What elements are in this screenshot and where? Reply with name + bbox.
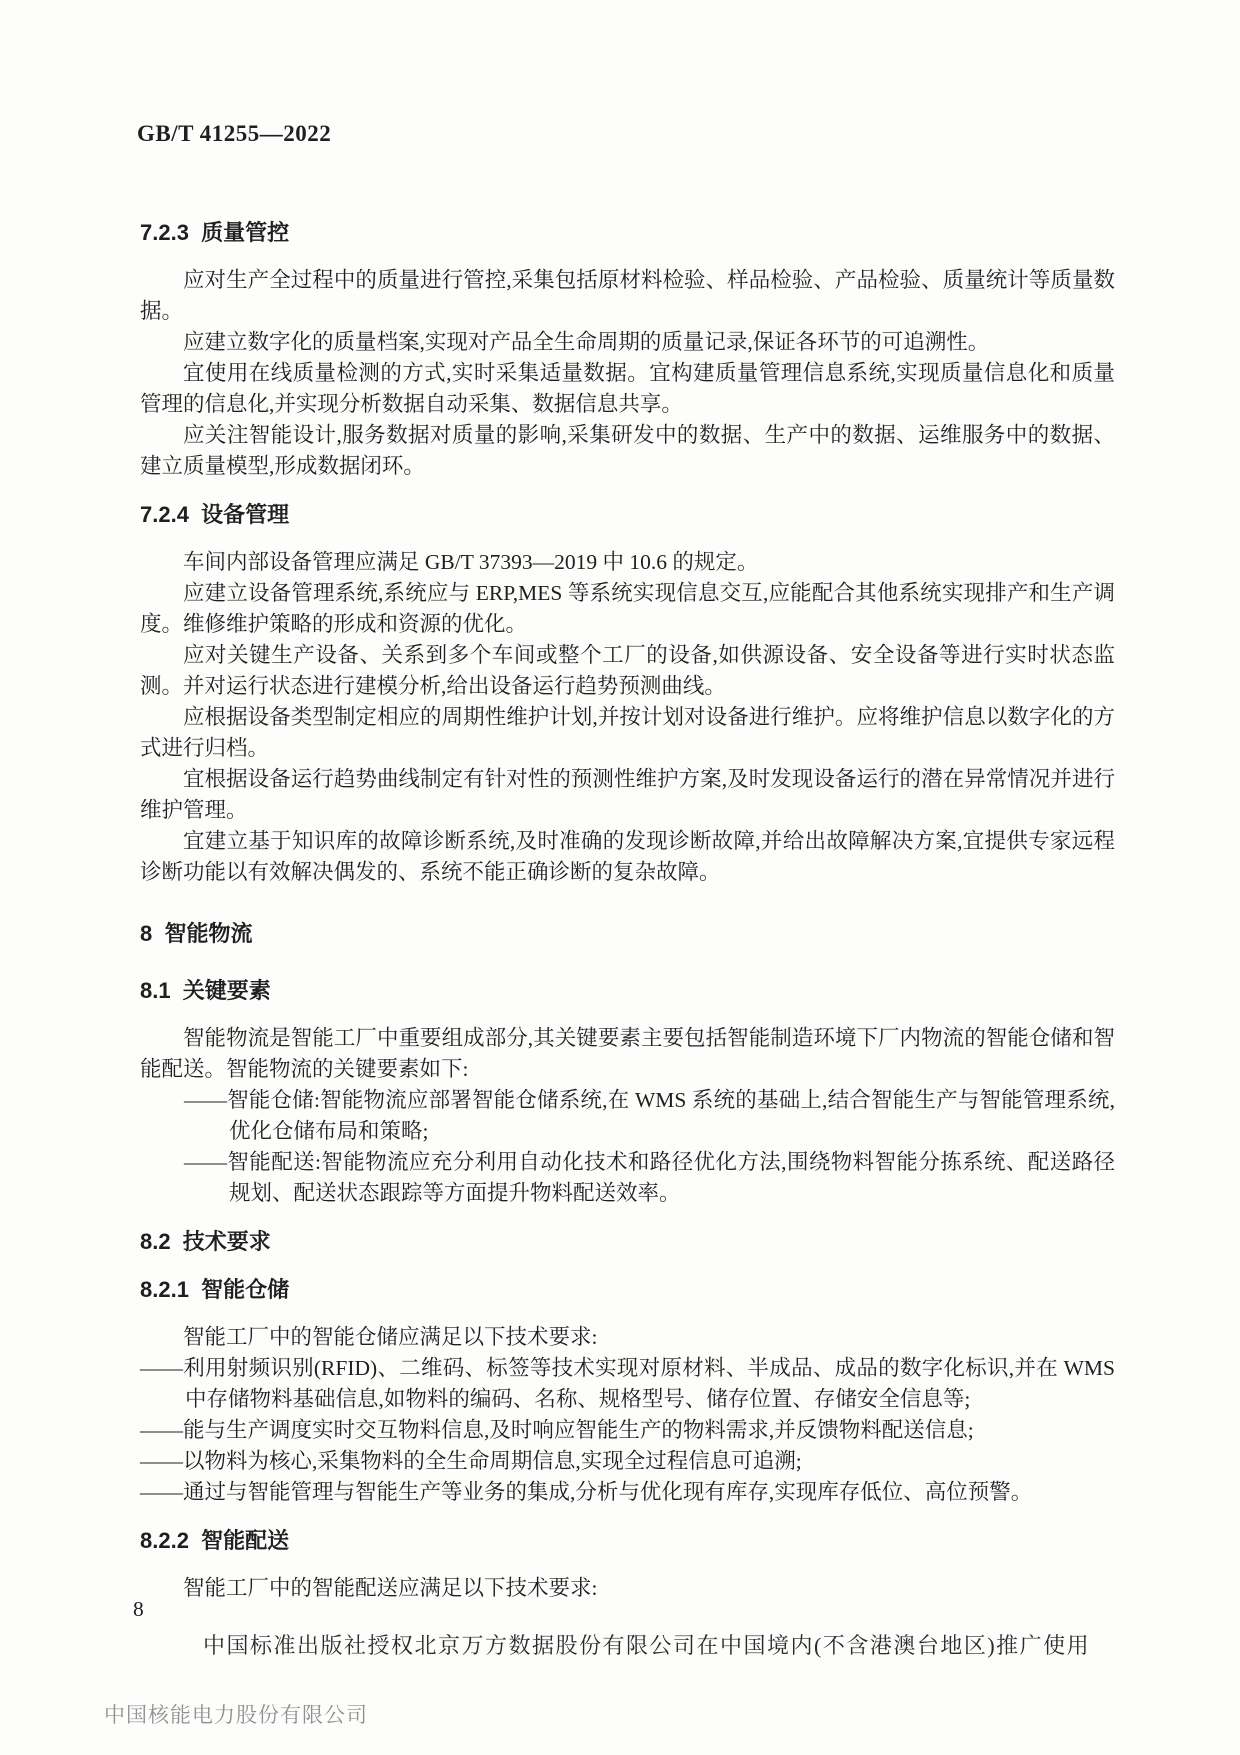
paragraph-8-1-intro: 智能物流是智能工厂中重要组成部分,其关键要素主要包括智能制造环境下厂内物流的智能仓储和智能配送。智能物流的关键要素如下: bbox=[140, 1026, 1115, 1081]
paragraph-7-2-4-5: 宜根据设备运行趋势曲线制定有针对性的预测性维护方案,及时发现设备运行的潜在异常情况并进行维护管理。 bbox=[140, 767, 1115, 822]
heading-8-2-2: 8.2.2 智能配送 bbox=[140, 1528, 290, 1553]
paragraph-8-2-2-intro: 智能工厂中的智能配送应满足以下技术要求: bbox=[183, 1576, 598, 1600]
heading-8-2-1: 8.2.1 智能仓储 bbox=[140, 1277, 290, 1302]
list-item-inventory-warning: ——通过与智能管理与智能生产等业务的集成,分析与优化现有库存,实现库存低位、高位预警。 bbox=[140, 1480, 1033, 1504]
heading-8-1: 8.1 关键要素 bbox=[140, 978, 271, 1003]
list-item-material-lifecycle: ——以物料为核心,采集物料的全生命周期信息,实现全过程信息可追溯; bbox=[140, 1449, 802, 1473]
heading-7-2-4: 7.2.4 设备管理 bbox=[140, 502, 290, 527]
paragraph-7-2-4-4: 应根据设备类型制定相应的周期性维护计划,并按计划对设备进行维护。应将维护信息以数字化的方式进行归档。 bbox=[140, 705, 1115, 760]
page-number: 8 bbox=[133, 1597, 144, 1621]
document-content bbox=[140, 200, 1115, 1604]
list-item-smart-warehousing: ——智能仓储:智能物流应部署智能仓储系统,在 WMS 系统的基础上,结合智能生产与智能管理系统,优化仓储布局和策略; bbox=[184, 1088, 1115, 1143]
heading-7-2-3: 7.2.3 质量管控 bbox=[140, 220, 290, 245]
paragraph-7-2-4-1: 车间内部设备管理应满足 GB/T 37393—2019 中 10.6 的规定。 bbox=[183, 550, 759, 574]
list-item-smart-distribution: ——智能配送:智能物流应充分利用自动化技术和路径优化方法,围绕物料智能分拣系统、配送路径规划、配送状态跟踪等方面提升物料配送效率。 bbox=[184, 1150, 1115, 1205]
standard-number-header: GB/T 41255—2022 bbox=[137, 121, 332, 146]
paragraph-7-2-4-6: 宜建立基于知识库的故障诊断系统,及时准确的发现诊断故障,并给出故障解决方案,宜提供专家远程诊断功能以有效解决偶发的、系统不能正确诊断的复杂故障。 bbox=[140, 829, 1115, 884]
list-item-rfid-identification: ——利用射频识别(RFID)、二维码、标签等技术实现对原材料、半成品、成品的数字化标识,并在 WMS 中存储物料基础信息,如物料的编码、名称、规格型号、储存位置、存储安全信息等; bbox=[140, 1356, 1115, 1411]
paragraph-7-2-3-2: 应建立数字化的质量档案,实现对产品全生命周期的质量记录,保证各环节的可追溯性。 bbox=[183, 330, 990, 354]
paragraph-7-2-4-2: 应建立设备管理系统,系统应与 ERP,MES 等系统实现信息交互,应能配合其他系统实现排产和生产调度。维修维护策略的形成和资源的优化。 bbox=[140, 581, 1115, 636]
paragraph-7-2-3-4: 应关注智能设计,服务数据对质量的影响,采集研发中的数据、生产中的数据、运维服务中的数据、建立质量模型,形成数据闭环。 bbox=[140, 423, 1115, 478]
heading-chapter-8: 8 智能物流 bbox=[140, 921, 253, 946]
paragraph-7-2-3-3: 宜使用在线质量检测的方式,实时采集适量数据。宜构建质量管理信息系统,实现质量信息化和质量管理的信息化,并实现分析数据自动采集、数据信息共享。 bbox=[140, 361, 1115, 416]
paragraph-7-2-3-1: 应对生产全过程中的质量进行管控,采集包括原材料检验、样品检验、产品检验、质量统计等质量数据。 bbox=[140, 268, 1115, 323]
heading-8-2: 8.2 技术要求 bbox=[140, 1229, 271, 1254]
list-item-material-exchange: ——能与生产调度实时交互物料信息,及时响应智能生产的物料需求,并反馈物料配送信息; bbox=[140, 1418, 974, 1442]
paragraph-7-2-4-3: 应对关键生产设备、关系到多个车间或整个工厂的设备,如供源设备、安全设备等进行实时状态监测。并对运行状态进行建模分析,给出设备运行趋势预测曲线。 bbox=[140, 643, 1115, 698]
paragraph-8-2-1-intro: 智能工厂中的智能仓储应满足以下技术要求: bbox=[183, 1325, 598, 1349]
publisher-license-note: 中国标准出版社授权北京万方数据股份有限公司在中国境内(不含港澳台地区)推广使用 bbox=[203, 1633, 1091, 1658]
company-watermark: 中国核能电力股份有限公司 bbox=[104, 1703, 368, 1727]
